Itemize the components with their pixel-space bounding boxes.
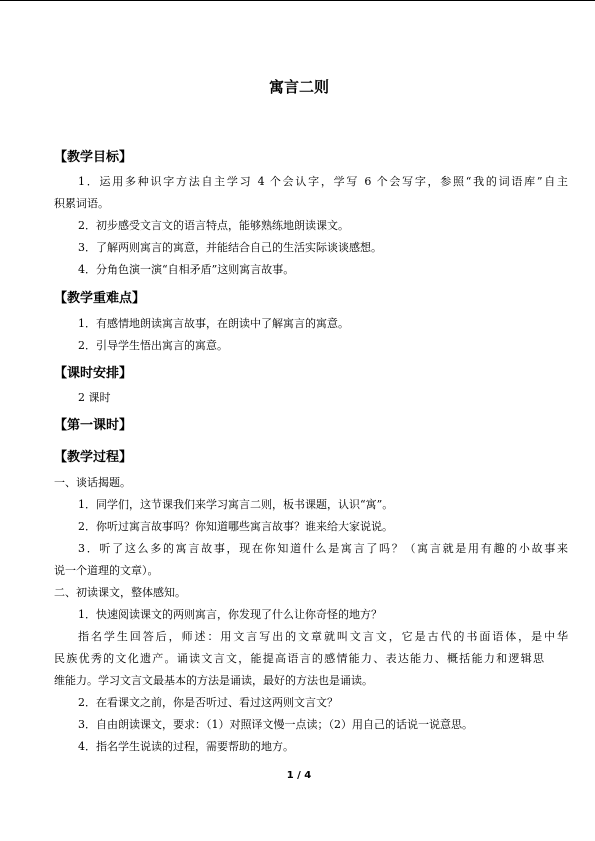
goal-item-3: 3．了解两则寓言的寓意，并能结合自己的生活实际谈谈感想。 [78,241,382,254]
process-line: 1．快速阅读课文的两则寓言，你发现了什么让你奇怪的地方？ [78,608,382,621]
goal-item-4: 4．分角色演一演“自相矛盾”这则寓言故事。 [78,263,295,276]
goal-item-2: 2．初步感受文言文的语言特点，能够熟练地朗读课文。 [78,219,349,232]
process-line: 3．听了这么多的寓言故事，现在你知道什么是寓言了吗？（寓言就是用有趣的小故事来 [78,542,568,555]
schedule-item: 2 课时 [78,391,111,404]
process-line: 维能力。学习文言文最基本的方法是诵读，最好的方法也是诵读。 [54,674,373,687]
key-point-1: 1．有感情地朗读寓言故事，在朗读中了解寓言的寓意。 [78,317,349,330]
header-rule [0,0,595,1]
document-title: 寓言二则 [268,78,329,96]
process-line: 2．在看课文之前，你是否听过、看过这两则文言文？ [78,696,338,709]
goal-item-1-cont: 积累词语。 [54,197,109,210]
heading-schedule: 【课时安排】 [54,366,133,381]
process-line: 说一个道理的文章）。 [54,564,159,577]
process-line: 2．你听过寓言故事吗？你知道哪些寓言故事？谁来给大家说说。 [78,520,393,533]
goal-item-1: 1．运用多种识字方法自主学习 4 个会认字，学写 6 个会写字，参照“我的词语库”自主 [78,175,568,188]
process-step-2: 二、初读课文，整体感知。 [54,586,186,599]
process-line: 指名学生回答后，师述：用文言写出的文章就叫文言文，它是古代的书面语体，是中华 [78,630,568,643]
process-line: 3．自由朗读课文，要求：（1）对照译文慢一点读；（2）用自己的话说一说意思。 [78,718,473,731]
process-line: 4．指名学生说读的过程，需要帮助的地方。 [78,740,294,753]
heading-key-points: 【教学重难点】 [54,291,146,306]
heading-teaching-process: 【教学过程】 [54,450,133,465]
page-number: 1 / 4 [286,770,312,781]
heading-first-lesson: 【第一课时】 [54,418,133,433]
process-line: 民族优秀的文化遗产。诵读文言文，能提高语言的感情能力、表达能力、概括能力和逻辑思 [54,652,544,665]
process-line: 1．同学们，这节课我们来学习寓言二则，板书课题，认识“寓”。 [78,498,394,511]
process-step-1: 一、谈话揭题。 [54,476,131,489]
heading-teaching-goals: 【教学目标】 [54,150,133,165]
key-point-2: 2．引导学生悟出寓言的寓意。 [78,339,228,352]
